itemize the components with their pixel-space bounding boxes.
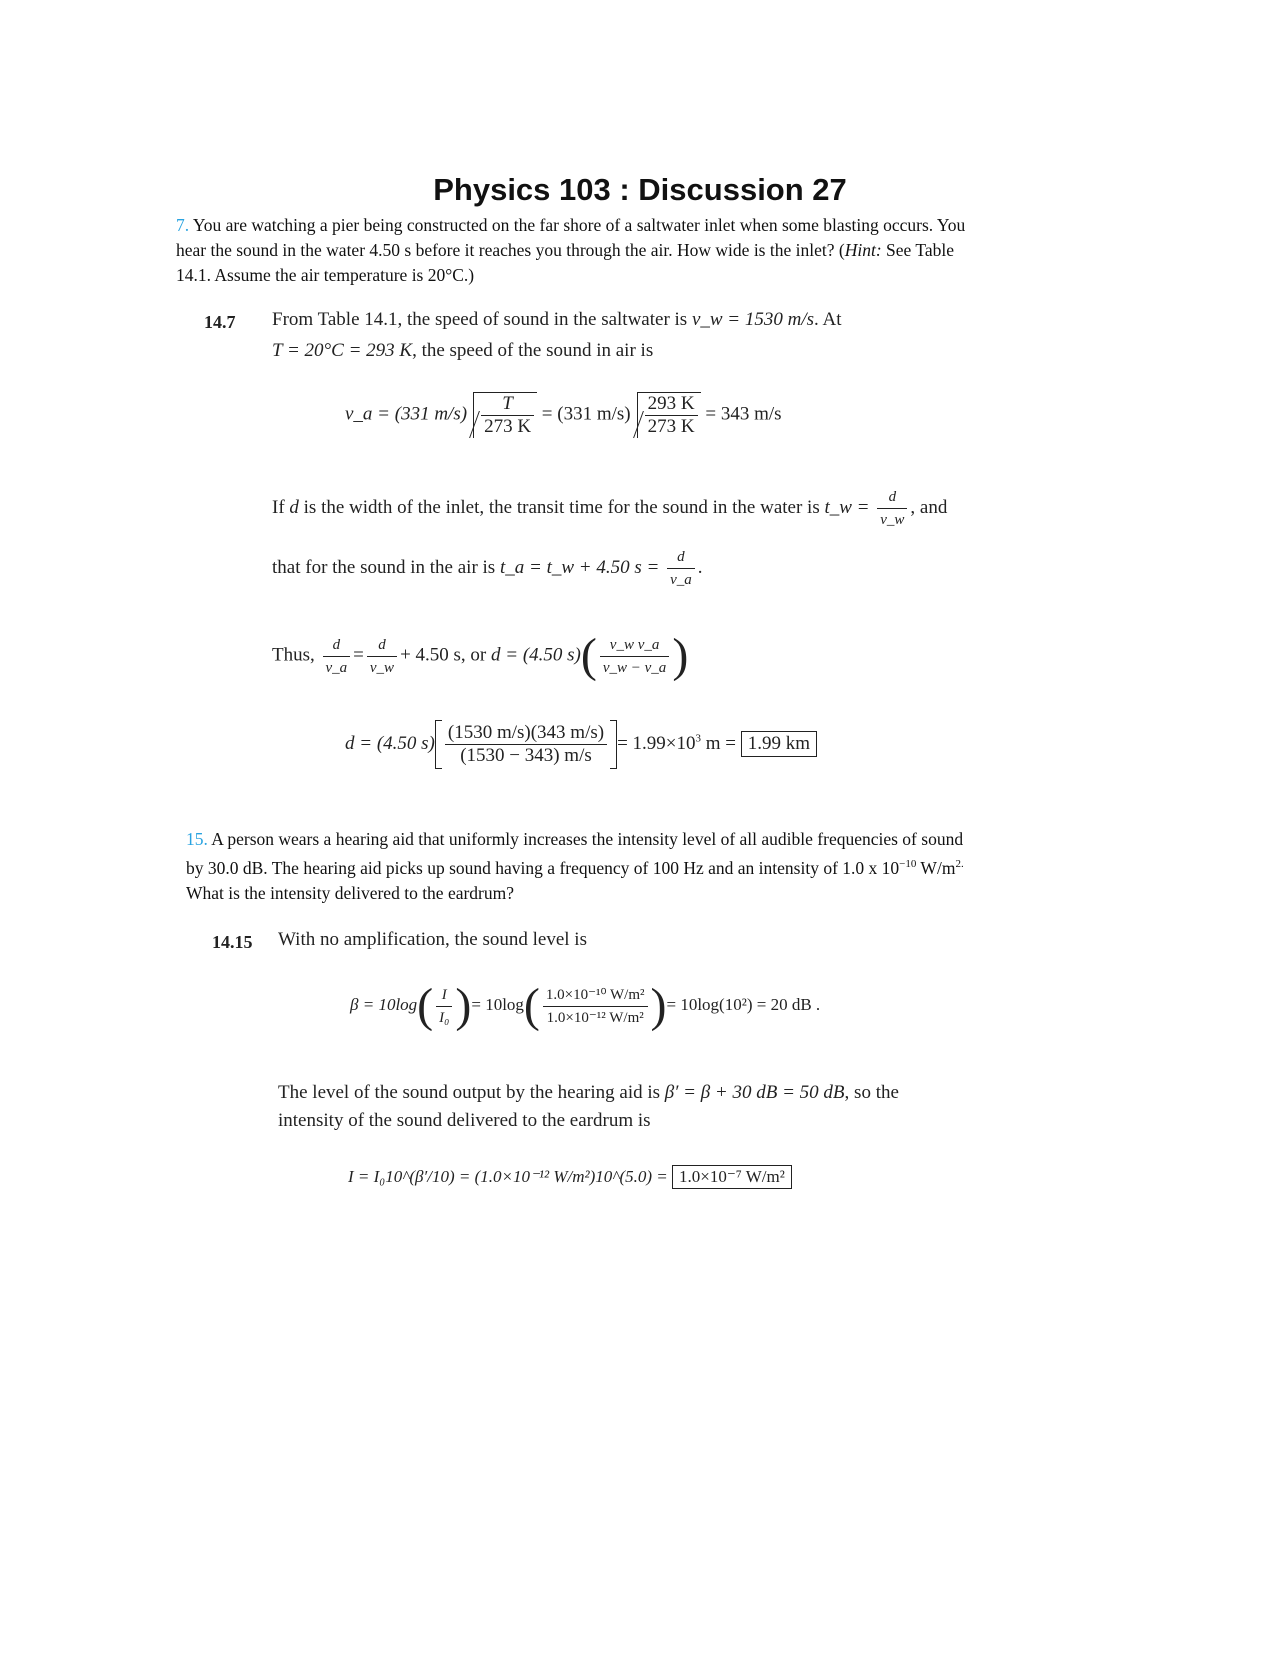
eq-part: I = I₀10^(β′/10) = (1.0×10⁻¹² W/m²)10^(5.0) = [348, 1167, 668, 1186]
paren: ( [523, 979, 540, 1032]
frac-num: d [877, 486, 907, 509]
problem-line: What is the intensity delivered to the eardrum? [186, 882, 515, 903]
equation: T = 20°C = 293 K [272, 340, 413, 361]
frac-den: v_w [369, 659, 395, 676]
equation-intensity [348, 1165, 792, 1189]
text: . [697, 556, 703, 578]
solution-text [272, 546, 702, 591]
page-title: Physics 103 : Discussion 27 [433, 172, 847, 207]
eq-part: = 10log [471, 994, 524, 1014]
frac-num: v_w v_a [600, 634, 669, 657]
paren: ) [650, 979, 667, 1032]
eq-part: m = [701, 732, 737, 754]
text: is the width of the inlet, the transit time for the sound in the water is [298, 496, 825, 518]
paren: ) [672, 629, 689, 682]
eq-part: β = 10log [350, 994, 418, 1014]
frac-den: v_w − v_a [602, 659, 667, 676]
equation-sound-level [350, 979, 821, 1032]
exponent: 2. [955, 858, 964, 870]
problem-15 [186, 827, 1106, 906]
solution-text [278, 1082, 899, 1104]
problem-line: hear the sound in the water 4.50 s before it reaches you through the air. How wide is the inlet? ( [176, 240, 845, 260]
equation-thus: Thus, $\frac{d}{v\_a}$ = $\frac{d}{v\_w}$ + 4.50 s, or d = (4.50 s)( $\frac{\text{v\_w v\_a}}{v\_w - v\_a}$ ) [272, 629, 689, 682]
answer-box: 1.99 km [741, 731, 817, 757]
problem-line: See Table [881, 240, 954, 260]
text: , the speed of the sound in air is [412, 340, 654, 361]
eq-part: + 4.50 s, or [400, 644, 487, 666]
frac-den: (1530 − 343) m/s [460, 745, 592, 766]
problem-7 [176, 213, 1096, 288]
text: . At [814, 309, 842, 330]
text: , so the [844, 1082, 899, 1103]
frac-den: 1.0×10⁻¹² W/m² [546, 1009, 644, 1026]
equation: t_a = t_w + 4.50 s = [499, 556, 660, 578]
solution-text: With no amplification, the sound level is [278, 929, 587, 950]
sqrt [473, 392, 537, 438]
frac-num: d [667, 546, 695, 569]
frac-den: v_w [880, 512, 905, 528]
solution-number: 14.7 [204, 312, 236, 332]
problem-line: by 30.0 dB. The hearing aid picks up sound having a frequency of 100 Hz and an intensity of 1.0 x 10 [186, 857, 900, 878]
eq-part: = 1.99×10 [617, 732, 696, 754]
bracket [435, 720, 617, 769]
frac-num: d [323, 634, 351, 657]
frac-num: T [481, 393, 534, 416]
equation: β′ = β + 30 dB = 50 dB [664, 1082, 845, 1103]
paren: ( [417, 979, 434, 1032]
eq-part: d = (4.50 s) [491, 644, 581, 666]
solution-number: 14.15 [212, 932, 253, 952]
frac-den: v_a [670, 572, 692, 588]
frac-num: 293 K [645, 393, 698, 416]
frac-den: 273 K [647, 416, 695, 437]
problem-line: You are watching a pier being constructed on the far shore of a saltwater inlet when some blasting occurs. You [192, 215, 966, 235]
frac-den: 273 K [484, 416, 532, 437]
hint-label: Hint: [844, 240, 882, 260]
frac-num: (1530 m/s)(343 m/s) [445, 722, 607, 745]
frac-num: I [436, 984, 452, 1007]
frac-den: v_a [325, 659, 348, 676]
equation-width [345, 720, 817, 769]
var: d [289, 496, 299, 518]
text: that for the sound in the air is [272, 556, 500, 578]
eq-part: = 10log(10²) = 20 dB . [666, 994, 821, 1014]
sqrt [637, 392, 701, 438]
problem-line: W/m [916, 857, 956, 878]
frac-num: 1.0×10⁻¹⁰ W/m² [543, 984, 648, 1007]
frac-num: d [367, 634, 397, 657]
problem-number: 15. [186, 829, 208, 849]
equation-speed-air [345, 392, 782, 438]
problem-line: 14.1. Assume the air temperature is 20°C.) [176, 265, 475, 285]
solution-text [272, 340, 653, 362]
text: If [272, 496, 290, 518]
thus-label: Thus, [272, 644, 315, 666]
eq-part: = 343 m/s [705, 403, 782, 425]
paren: ) [455, 979, 472, 1032]
frac-den: I₀ [439, 1009, 450, 1026]
problem-line: A person wears a hearing aid that uniformly increases the intensity level of all audible frequencies of sound [211, 829, 964, 849]
equation: t_w = [824, 496, 870, 518]
eq-part: v_a = (331 m/s) [345, 403, 468, 425]
eq-part: d = (4.50 s) [345, 732, 435, 754]
equation: v_w = 1530 m/s [691, 309, 815, 330]
paren: ( [580, 629, 597, 682]
problem-number: 7. [176, 215, 190, 235]
exponent: −10 [899, 858, 917, 870]
solution-text [272, 486, 947, 531]
eq-part: = (331 m/s) [541, 403, 631, 425]
text: , and [910, 496, 948, 518]
solution-text: intensity of the sound delivered to the eardrum is [278, 1110, 651, 1131]
exponent: 3 [695, 732, 702, 745]
solution-text [272, 309, 841, 331]
answer-box: 1.0×10⁻⁷ W/m² [672, 1165, 792, 1189]
text: From Table 14.1, the speed of sound in the saltwater is [272, 309, 692, 330]
text: The level of the sound output by the hearing aid is [278, 1082, 665, 1103]
